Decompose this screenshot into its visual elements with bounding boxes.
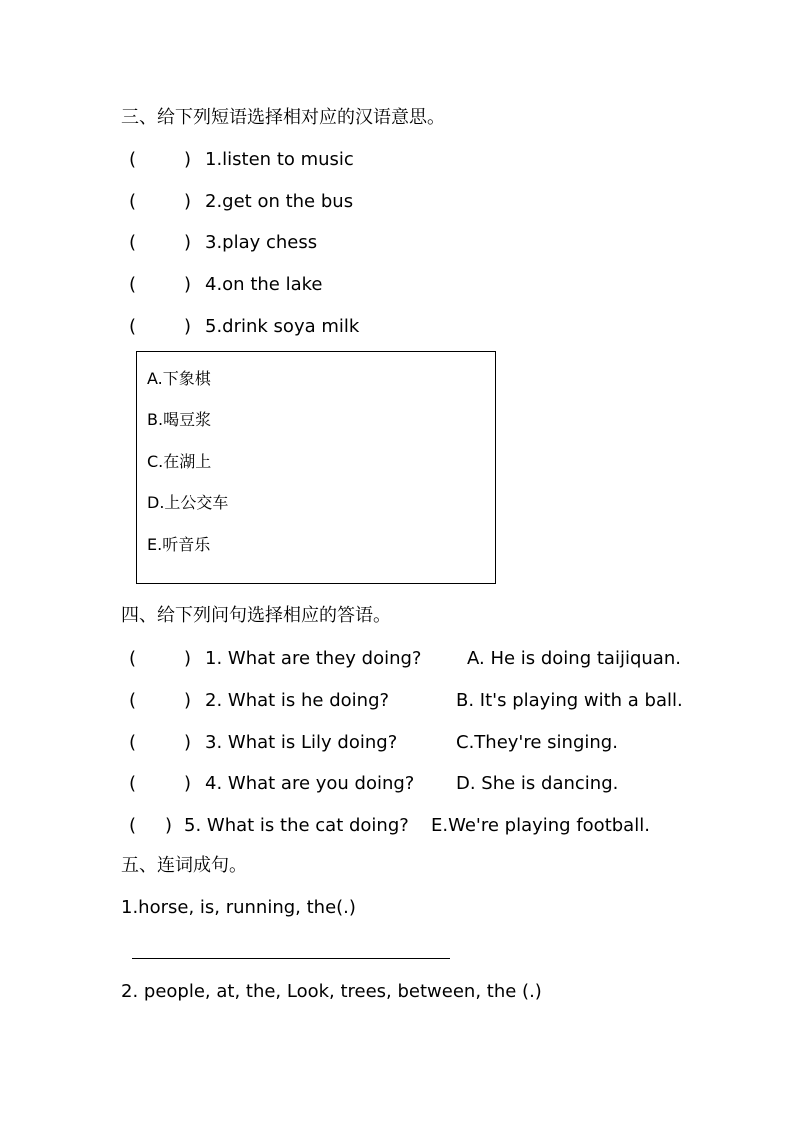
answer-choice: B. It's playing with a ball.	[456, 690, 683, 711]
answer-paren-open: (	[129, 648, 137, 669]
section4-item-5	[0, 814, 794, 838]
options-box	[136, 351, 496, 584]
section4-item-3	[0, 731, 794, 755]
answer-choice: D. She is dancing.	[456, 773, 619, 794]
answer-choice: E.We're playing football.	[431, 815, 650, 836]
option-b: B.喝豆浆	[147, 410, 212, 429]
answer-paren-open: (	[129, 232, 137, 253]
question-text: 2. What is he doing?	[205, 690, 390, 711]
answer-paren-close: )	[184, 149, 192, 170]
answer-paren-open: (	[129, 316, 137, 337]
answer-paren-open: (	[129, 815, 137, 836]
section3-item-4	[0, 273, 794, 297]
section3-item-3	[0, 231, 794, 255]
answer-choice: C.They're singing.	[456, 732, 618, 753]
question-text: 3. What is Lily doing?	[205, 732, 398, 753]
answer-paren-open: (	[129, 732, 137, 753]
answer-paren-close: )	[184, 690, 192, 711]
answer-paren-close: )	[184, 274, 192, 295]
answer-paren-close: )	[184, 773, 192, 794]
option-a: A.下象棋	[147, 369, 211, 388]
section3-item-2	[0, 190, 794, 214]
section5-heading: 五、连词成句。	[121, 855, 247, 876]
answer-paren-close: )	[184, 732, 192, 753]
question-text: 5. What is the cat doing?	[184, 815, 409, 836]
section3-item-5	[0, 315, 794, 339]
answer-paren-open: (	[129, 191, 137, 212]
question-text: 4. What are you doing?	[205, 773, 415, 794]
section4-item-1	[0, 647, 794, 671]
section5-item-1: 1.horse, is, running, the(.)	[121, 897, 356, 918]
section4-heading: 四、给下列问句选择相应的答语。	[121, 605, 391, 626]
option-e: E.听音乐	[147, 535, 211, 554]
answer-paren-open: (	[129, 773, 137, 794]
section5-item-2: 2. people, at, the, Look, trees, between, the (.)	[121, 981, 542, 1002]
phrase-text: 1.listen to music	[205, 149, 354, 170]
answer-paren-open: (	[129, 690, 137, 711]
phrase-text: 5.drink soya milk	[205, 316, 360, 337]
answer-choice: A. He is doing taijiquan.	[467, 648, 681, 669]
option-d: D.上公交车	[147, 493, 229, 512]
answer-paren-open: (	[129, 274, 137, 295]
phrase-text: 2.get on the bus	[205, 191, 354, 212]
section3-heading: 三、给下列短语选择相对应的汉语意思。	[121, 107, 445, 128]
answer-blank-line	[132, 958, 450, 959]
section3-item-1	[0, 148, 794, 172]
answer-paren-open: (	[129, 149, 137, 170]
section4-item-2	[0, 689, 794, 713]
answer-paren-close: )	[184, 316, 192, 337]
answer-paren-close: )	[184, 648, 192, 669]
phrase-text: 4.on the lake	[205, 274, 323, 295]
answer-paren-close: )	[184, 232, 192, 253]
phrase-text: 3.play chess	[205, 232, 318, 253]
answer-paren-close: )	[184, 191, 192, 212]
question-text: 1. What are they doing?	[205, 648, 422, 669]
answer-paren-close: )	[165, 815, 173, 836]
option-c: C.在湖上	[147, 452, 212, 471]
section4-item-4	[0, 772, 794, 796]
